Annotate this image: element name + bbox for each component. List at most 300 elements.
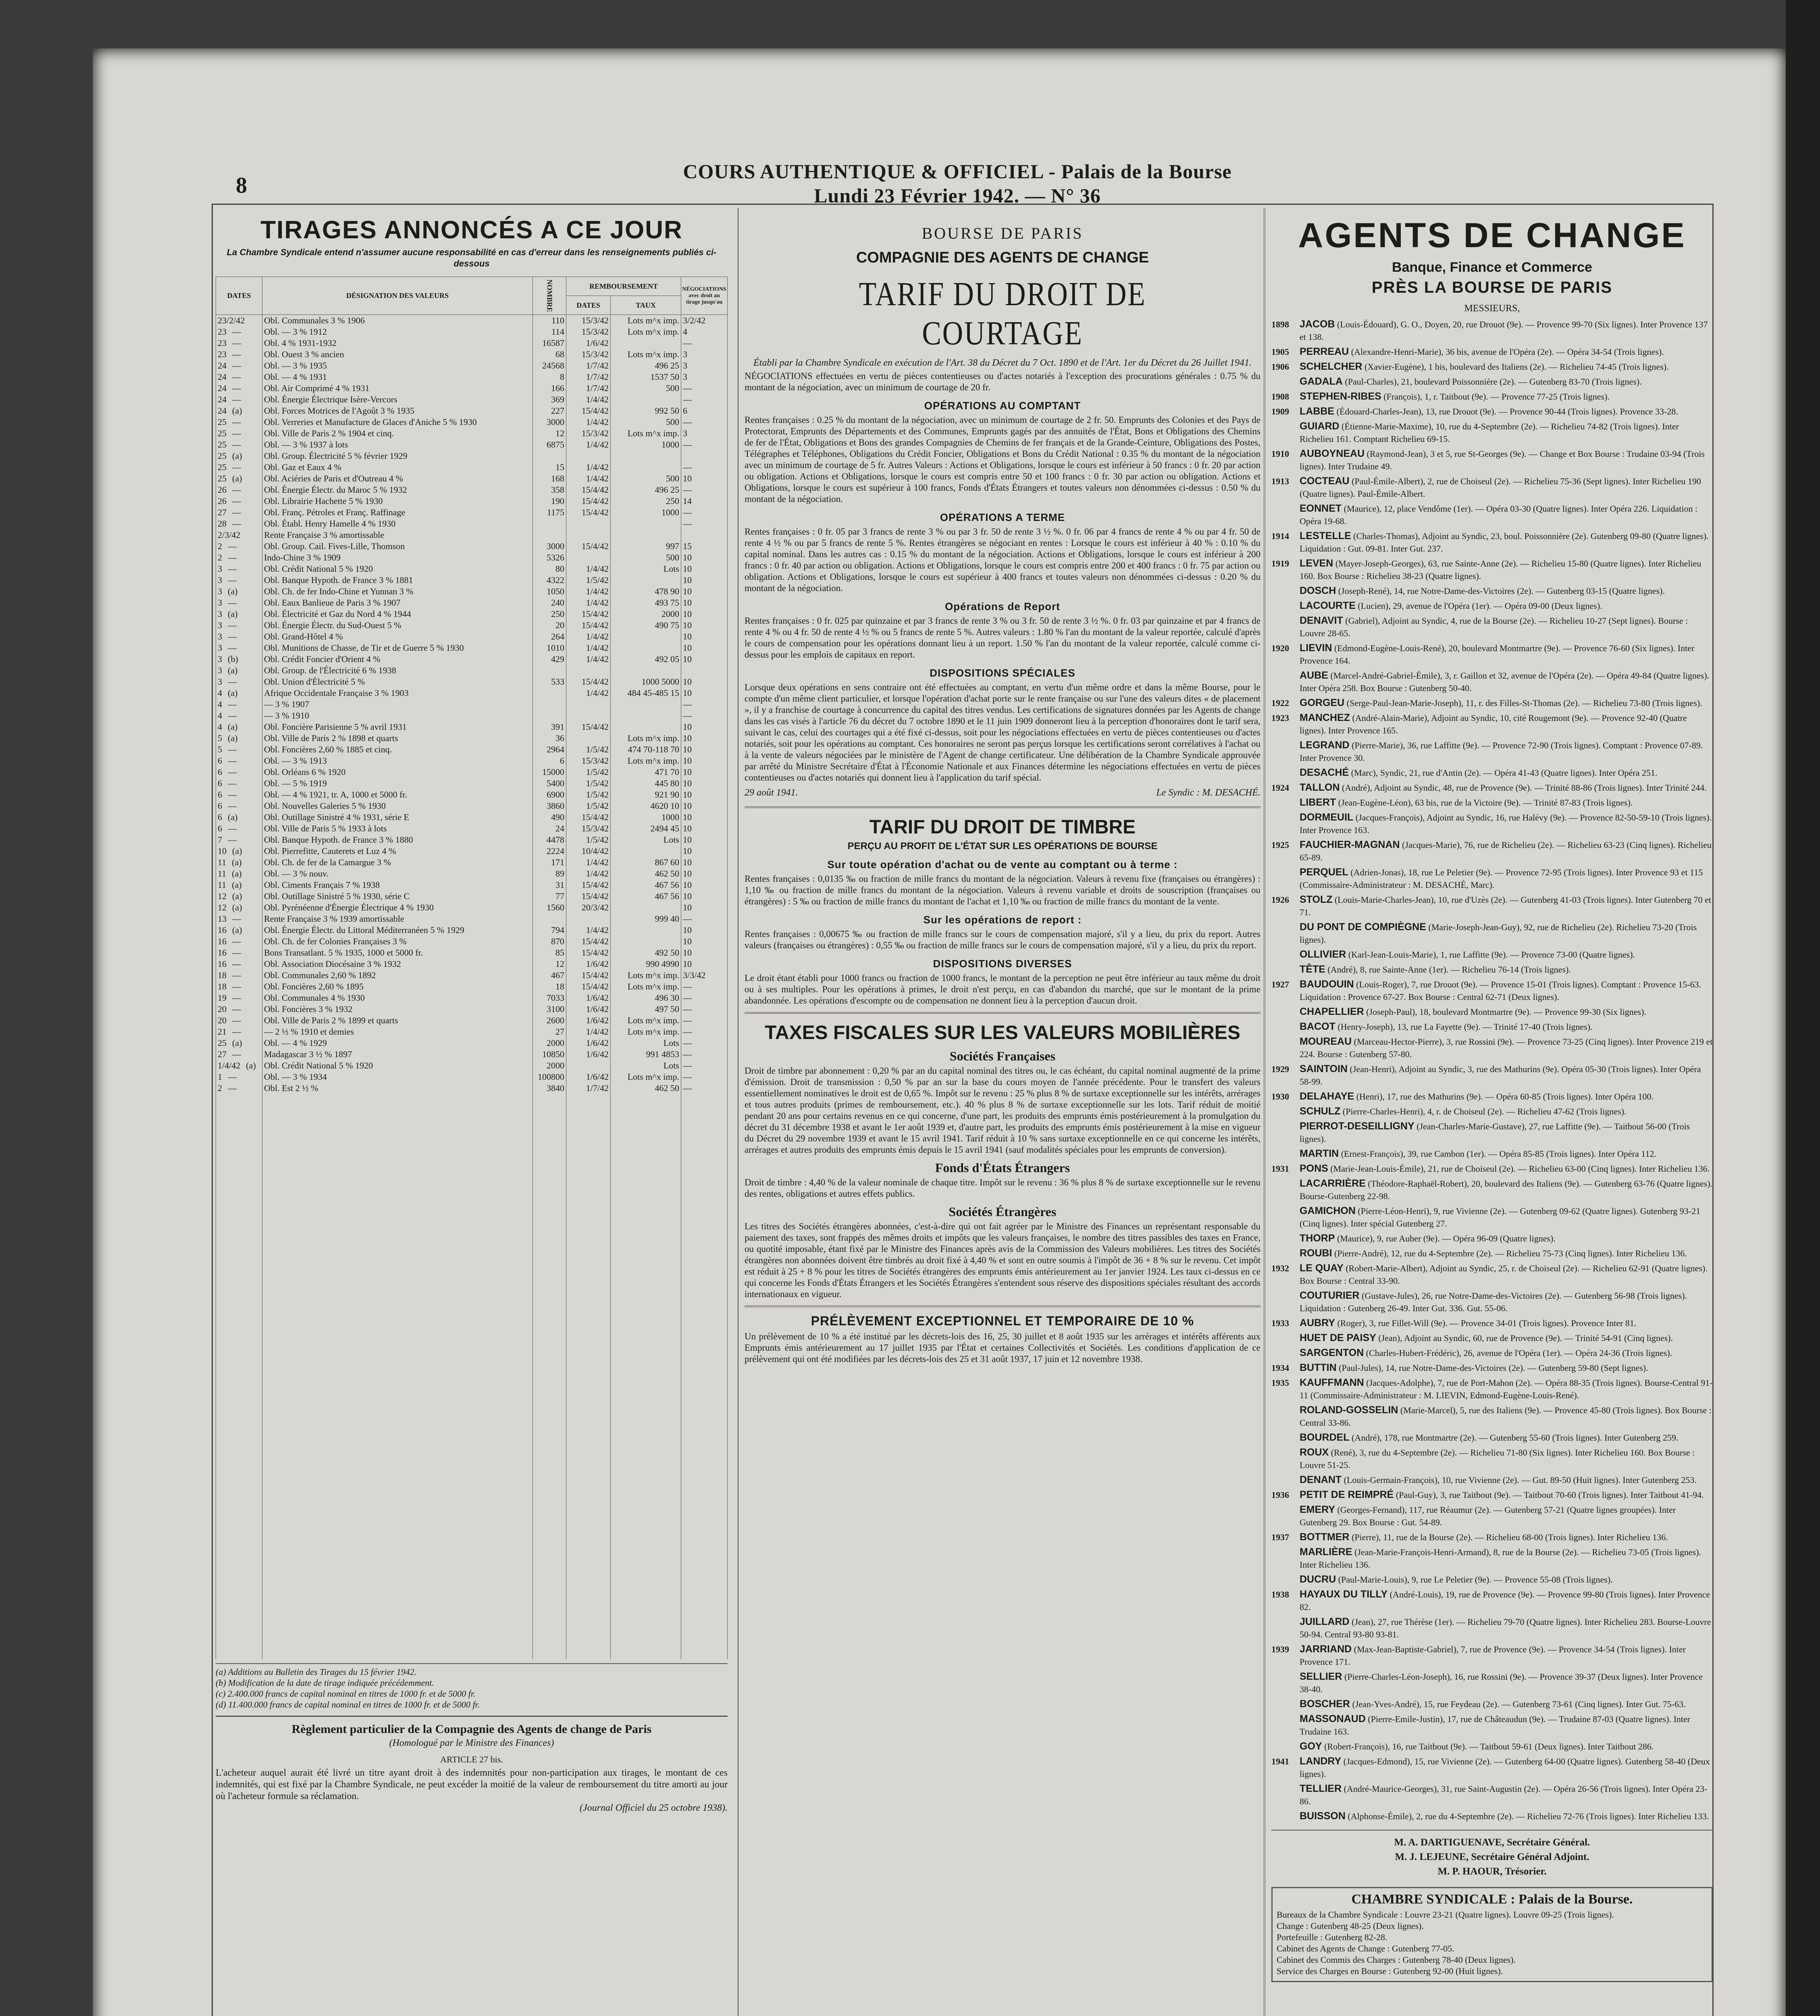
agent-entry <box>1300 1546 1713 1571</box>
table-row <box>216 1060 728 1071</box>
chambre-line: Bureaux de la Chambre Syndicale : Louvre 23-21 (Quatre lignes). Louvre 09-25 (Trois lignes). <box>1277 1910 1614 1920</box>
list-item <box>1271 585 1713 597</box>
row-designation: Obl. Group. de l'Électricité 6 % 1938 <box>262 665 533 676</box>
row-date <box>216 665 262 676</box>
list-item <box>1271 1377 1713 1402</box>
row-date <box>216 766 262 778</box>
row-taux: 496 30 <box>611 992 681 1004</box>
row-nombre: 171 <box>533 857 566 868</box>
row-taux: 496 25 <box>611 484 681 496</box>
agent-name: SCHELCHER <box>1300 361 1362 372</box>
row-taux <box>611 925 681 936</box>
row-date-value: 25 <box>218 428 227 438</box>
agent-details: (Lucien), 29, avenue de l'Opéra (1er). — Opéra 09-00 (Deux lignes). <box>1358 601 1602 611</box>
table-row <box>216 575 728 586</box>
row-nombre: 18 <box>533 981 566 992</box>
row-remb-date: 1/4/42 <box>566 925 611 936</box>
row-date <box>216 654 262 665</box>
row-nombre: 36 <box>533 733 566 744</box>
row-date <box>216 450 262 462</box>
list-item <box>1271 948 1713 961</box>
table-row <box>216 721 728 733</box>
chambre-line: Cabinet des Commis des Charges : Gutenberg 78-40 (Deux lignes). <box>1277 1955 1516 1965</box>
bourse-title: BOURSE DE PARIS <box>921 224 1084 242</box>
row-mark: — <box>228 823 237 833</box>
page-number: 8 <box>236 173 247 198</box>
agent-year <box>1271 1431 1300 1444</box>
row-date-value: 3 <box>218 677 222 687</box>
row-taux: Lots m^x imp. <box>611 1015 681 1026</box>
table-row <box>216 676 728 687</box>
agent-details: (Théodore-Raphaël-Robert), 20, boulevard des Italiens (9e). — Gutenberg 63-76 (Quatre lignes). Bourse-Gutenberg 22-98. <box>1300 1179 1713 1201</box>
agent-name: DUCRU <box>1300 1574 1336 1585</box>
agent-entry <box>1300 1247 1713 1260</box>
table-row <box>216 891 728 902</box>
chambre-line: Service des Charges en Bourse : Gutenberg 92-00 (Huit lignes). <box>1277 1966 1503 1976</box>
taxes-text2: Droit de timbre : 4,40 % de la valeur nominale de chaque titre. Impôt sur le revenu : 36 % plus 8 % de surtaxe exceptionnelle sur le revenu des rentes, obligations et autres effets publics. <box>745 1177 1260 1199</box>
row-taux <box>611 337 681 349</box>
row-designation: Obl. Air Comprimé 4 % 1931 <box>262 383 533 394</box>
agent-year <box>1271 1504 1300 1529</box>
row-taux: 990 4990 <box>611 958 681 970</box>
agent-year <box>1271 1783 1300 1808</box>
row-date <box>216 597 262 608</box>
table-row <box>216 608 728 620</box>
table-row <box>216 925 728 936</box>
row-remb-date: 15/3/42 <box>566 315 611 327</box>
row-date-value: 6 <box>218 756 222 766</box>
agent-name: LIEVIN <box>1300 642 1332 654</box>
table-row <box>216 450 728 462</box>
timbre-subtitle: PERÇU AU PROFIT DE L'ÉTAT SUR LES OPÉRATIONS DE BOURSE <box>847 841 1158 852</box>
list-item <box>1271 739 1713 764</box>
agent-entry <box>1300 1810 1713 1822</box>
row-taux: 2494 45 <box>611 823 681 834</box>
list-item <box>1271 360 1713 373</box>
row-designation: Obl. Crédit Foncier d'Orient 4 % <box>262 654 533 665</box>
agent-year: 1932 <box>1271 1263 1289 1273</box>
row-taux: 2000 <box>611 608 681 620</box>
row-negociation: — <box>681 518 728 529</box>
row-taux: 1000 5000 <box>611 676 681 687</box>
row-taux: 1000 <box>611 507 681 518</box>
agent-details: (Gustave-Jules), 26, rue Notre-Dame-des-Victoires (2e). — Gutenberg 56-98 (Trois lignes). Liquidation : Gutenberg 26-49. Inter Gut. 336. Gut. 55-06. <box>1300 1291 1687 1313</box>
row-taux: 467 56 <box>611 891 681 902</box>
row-taux: 496 25 <box>611 360 681 371</box>
agent-entry <box>1300 1698 1713 1710</box>
row-mark: — <box>228 620 237 630</box>
row-taux: Lots <box>611 1037 681 1049</box>
list-item <box>1271 346 1713 358</box>
agent-year: 1937 <box>1271 1532 1289 1542</box>
row-nombre: 15 <box>533 462 566 473</box>
list-item <box>1271 1755 1713 1780</box>
row-mark: — <box>228 778 237 788</box>
agent-details: (Charles-Thomas), Adjoint au Syndic, 23, boul. Poissonnière (2e). Gutenberg 09-80 (Quatre lignes). Liquidation : Gut. 09-81. Inter Gut. 237. <box>1300 531 1709 554</box>
list-item <box>1271 712 1713 737</box>
note-line: (d) 11.400.000 francs de capital nominal en titres de 1000 fr. et de 5000 fr. <box>216 1699 480 1710</box>
row-remb-date: 15/4/42 <box>566 970 611 981</box>
courtage-signature: Le Syndic : M. DESACHÉ. <box>1156 787 1260 798</box>
tirages-notes <box>216 1663 728 1710</box>
table-row <box>216 834 728 846</box>
blank-cell <box>681 1094 728 1659</box>
row-remb-date: 1/5/42 <box>566 744 611 755</box>
agents-title: AGENTS DE CHANGE <box>1298 216 1686 255</box>
agent-details: (Jean-Henri), Adjoint au Syndic, 3, rue des Mathurins (9e). Opéra 05-30 (Trois lignes). Inter Opéra 58-99. <box>1300 1064 1701 1087</box>
row-designation: Obl. Verreries et Manufacture de Glaces d'Aniche 5 % 1930 <box>262 417 533 428</box>
table-row <box>216 766 728 778</box>
agent-year <box>1271 1446 1300 1471</box>
row-designation: Indo-Chine 3 % 1909 <box>262 552 533 563</box>
row-nombre: 5400 <box>533 778 566 789</box>
row-date-value: 26 <box>218 496 227 506</box>
list-item <box>1271 1783 1713 1808</box>
agent-year <box>1271 1740 1300 1753</box>
prelevement-text: Un prélèvement de 10 % a été institué par les décrets-lois des 16, 25, 30 juillet et 8 août 1935 sur les arrérages et intérêts afférents aux Emprunts émis antérieurement au 17 juillet 1935 par l'État et certaines Collectivités et Sociétés. Les conditions d'application de ce prélèvement qui ont été modifiées par les décrets-lois des 25 et 31 août 1937, 17 juin et 12 novembre 1938. <box>745 1331 1260 1364</box>
row-nombre: 429 <box>533 654 566 665</box>
agent-name: TALLON <box>1300 782 1340 793</box>
row-date-value: 25 <box>218 1038 227 1048</box>
row-date <box>216 1004 262 1015</box>
row-designation: Obl. Crédit National 5 % 1920 <box>262 1060 533 1071</box>
row-date-value: 25 <box>218 439 227 450</box>
row-taux: 471 70 <box>611 766 681 778</box>
agent-details: (Paul-Émile-Albert), 2, rue de Choiseul (2e). — Richelieu 75-36 (Sept lignes). Inter Richelieu 190 (Quatre lignes). Paul-Émile-Albert. <box>1300 476 1701 499</box>
row-taux: Lots m^x imp. <box>611 428 681 439</box>
row-mark: — <box>228 744 237 754</box>
row-date-value: 25 <box>218 451 227 461</box>
row-negociation: 10 <box>681 766 728 778</box>
agent-details: (Paul-Marie-Louis), 9, rue Le Peletier (9e). — Provence 55-08 (Trois lignes). <box>1338 1574 1613 1585</box>
row-date <box>216 405 262 417</box>
row-designation: Obl. Orléans 6 % 1920 <box>262 766 533 778</box>
row-date <box>216 687 262 699</box>
row-designation: Obl. Communales 3 % 1906 <box>262 315 533 327</box>
page-header <box>645 159 1270 208</box>
table-row <box>216 857 728 868</box>
row-date-value: 4 <box>218 699 222 709</box>
row-date-value: 18 <box>218 970 227 980</box>
row-taux: Lots m^x imp. <box>611 349 681 360</box>
note-line: (a) Additions au Bulletin des Tirages du 15 février 1942. <box>216 1667 417 1677</box>
agent-entry <box>1300 1616 1713 1641</box>
row-date <box>216 733 262 744</box>
row-remb-date: 15/4/42 <box>566 981 611 992</box>
agent-name: AUBE <box>1300 670 1328 681</box>
row-designation: Obl. Énergie Électr. du Littoral Méditerranéen 5 % 1929 <box>262 925 533 936</box>
agent-details: (Louis-Germain-François), 10, rue Vivienne (2e). — Gut. 89-50 (Huit lignes). Inter Gutenberg 253. <box>1344 1475 1697 1485</box>
row-date <box>216 936 262 947</box>
row-date-value: 4 <box>218 710 222 721</box>
row-mark: (a) <box>232 880 242 890</box>
agent-name: MASSONAUD <box>1300 1713 1366 1724</box>
agent-entry <box>1300 978 1713 1003</box>
agent-year <box>1271 1573 1300 1586</box>
row-date-value: 6 <box>218 778 222 788</box>
row-date <box>216 394 262 405</box>
reglement-article: ARTICLE 27 bis. <box>440 1754 503 1764</box>
row-designation: Obl. — 3 % 1935 <box>262 360 533 371</box>
row-taux: 492 05 <box>611 654 681 665</box>
row-date <box>216 337 262 349</box>
row-negociation: 10 <box>681 744 728 755</box>
agent-details: (Marceau-Hector-Pierre), 3, rue Rossini (9e). — Provence 73-25 (Cinq lignes). Inter Provence 219 et 224. Bourse : Gutenberg 57-80. <box>1300 1037 1713 1059</box>
agent-entry <box>1300 642 1713 667</box>
row-date <box>216 913 262 925</box>
list-item <box>1271 1713 1713 1738</box>
row-mark: — <box>228 756 237 766</box>
row-negociation: — <box>681 981 728 992</box>
agent-name: DORMEUIL <box>1300 812 1354 823</box>
row-date-value: 2 <box>218 1083 222 1093</box>
row-date-value: 1 <box>218 1072 222 1082</box>
taxes-text1: Droit de timbre par abonnement : 0,20 % par an du capital nominal des titres ou, le cas échéant, du capital nominal augmenté de la prime d'émission. Droit de transmission : 0,50 % par an sur la base du cours moyen de l'année précédente. Pour le transfert des valeurs essentiellement nominatives le droit est de 0,65 %. Impôt sur le revenu : 25 % plus 8 % de surtaxe exceptionnelle sur les intérêts, arrérages et tous autres produits (primes de remboursement, etc.). 40 % plus 8 % de surtaxe exceptionnelle sur les lots. Tarif réduit de moitié pendant 20 ans pour certains revenus en ce qui concerne, d'une part, les produits des emprunts émis postérieurement à la promulgation du décret du 31 décembre 1938 et avant le 1er août 1939 et, d'autre part, les produits des emprunts émis postérieurement à la mise en vigueur du Décret du 29 novembre 1939 et avant le 15 avril 1941. Tarif réduit à 10 % sans surtaxe exceptionnelle en ce qui concerne les intérêts, arrérages et autres produits des emprunts émis depuis le 15 avril 1941 (sauf modalités spéciales pour les emprunts de conversion). <box>745 1066 1260 1155</box>
agent-details: (Henri), 17, rue des Mathurins (9e). — Opéra 60-85 (Trois lignes). Inter Opéra 100. <box>1356 1091 1654 1102</box>
row-negociation: 10 <box>681 868 728 879</box>
table-blank-space <box>216 1094 728 1659</box>
row-nombre: 1010 <box>533 642 566 654</box>
agent-details: (Marie-Marcel), 5, rue des Italiens (9e). — Provence 45-80 (Trois lignes). Box Bourse : Central 33-86. <box>1300 1405 1712 1428</box>
agent-entry <box>1300 360 1713 373</box>
table-row <box>216 484 728 496</box>
row-date <box>216 1083 262 1094</box>
tirages-title: TIRAGES ANNONCÉS A CE JOUR <box>260 216 683 244</box>
agent-year <box>1271 1205 1300 1230</box>
chambre-line: Portefeuille : Gutenberg 82-28. <box>1277 1932 1387 1942</box>
agent-name: ROUX <box>1300 1447 1329 1458</box>
row-nombre: 15000 <box>533 766 566 778</box>
row-nombre: 27 <box>533 1026 566 1037</box>
chambre-line: Cabinet des Agents de Change : Gutenberg 77-05. <box>1277 1943 1454 1954</box>
row-taux: Lots m^x imp. <box>611 326 681 337</box>
agent-details: (André), 8, rue Sainte-Anne (1er). — Richelieu 76-14 (Trois lignes). <box>1327 964 1571 975</box>
row-nombre: 12 <box>533 958 566 970</box>
row-date <box>216 1026 262 1037</box>
row-remb-date: 15/4/42 <box>566 891 611 902</box>
row-date-value: 24 <box>218 406 227 416</box>
agent-name: JUILLARD <box>1300 1616 1350 1627</box>
blank-cell <box>566 1094 611 1659</box>
terme-text: Rentes françaises : 0 fr. 05 par 3 francs de rente 3 % ou par 3 fr. 50 de rente 3 ½ %. 0 fr. 06 par 4 francs de rente 4 % ou par 4 fr. 50 de rente 4 ½ % ou par 5 francs de rente 5 %. Rentes étrangères se négociant en rentes : Lorsque le cours est inférieur à 40 % : 0.10 % du capital nominal. Dans les autres cas : 0.15 % du montant de la négociation. Actions et Obligations, lorsque le cours est inférieur à 200 francs : 0 fr. 40 par action ou obligation. Actions et Obligations, lorsque le cours est compris entre 200 et 400 francs : 0 fr. 75 par action ou obligation. Actions et Obligations, lorsque le cours est supérieur à 400 francs et toutes valeurs non dénommées ci-dessus : 0.20 % du montant de la négociation. <box>745 527 1260 593</box>
agent-entry <box>1300 1232 1713 1245</box>
row-nombre: 6900 <box>533 789 566 800</box>
agent-year <box>1271 1247 1300 1260</box>
taxes-h1: Sociétés Françaises <box>949 1049 1056 1063</box>
row-remb-date: 1/4/42 <box>566 586 611 597</box>
row-date-value: 12 <box>218 891 227 901</box>
row-taux: 500 <box>611 552 681 563</box>
row-date <box>216 529 262 541</box>
agent-details: (Joseph-Paul), 18, boulevard Montmartre (9e). — Provence 99-30 (Six lignes). <box>1366 1007 1646 1017</box>
row-mark: — <box>228 710 237 721</box>
agent-name: KAUFFMANN <box>1300 1377 1364 1388</box>
taxes-title: TAXES FISCALES SUR LES VALEURS MOBILIÈRES <box>765 1022 1240 1043</box>
row-negociation: — <box>681 383 728 394</box>
row-designation: Obl. Foncière Parisienne 5 % avril 1931 <box>262 721 533 733</box>
agent-year <box>1271 866 1300 891</box>
row-date-value: 24 <box>218 372 227 382</box>
row-designation: Obl. Librairie Hachette 5 % 1930 <box>262 496 533 507</box>
blank-cell <box>611 1094 681 1659</box>
row-nombre: 5326 <box>533 552 566 563</box>
row-remb-date: 1/5/42 <box>566 800 611 812</box>
agent-details: (Henry-Joseph), 13, rue La Fayette (9e). — Trinité 17-40 (Trois lignes). <box>1337 1022 1593 1032</box>
agent-details: (Jean-Charles-Marie-Gustave), 27, rue Laffitte (9e). — Taitbout 56-00 (Trois lignes). <box>1300 1121 1690 1144</box>
row-designation: Obl. — 4 % 1929 <box>262 1037 533 1049</box>
table-row <box>216 868 728 879</box>
agent-entry <box>1300 712 1713 737</box>
row-remb-date: 15/4/42 <box>566 721 611 733</box>
table-row <box>216 879 728 891</box>
row-remb-date: 1/6/42 <box>566 1015 611 1026</box>
list-item <box>1271 1289 1713 1314</box>
row-designation: Obl. Banque Hypoth. de France 3 % 1881 <box>262 575 533 586</box>
row-date-value: 24 <box>218 360 227 371</box>
row-nombre: 467 <box>533 970 566 981</box>
agent-year <box>1271 739 1300 764</box>
row-negociation: 10 <box>681 473 728 484</box>
row-taux: 492 50 <box>611 947 681 958</box>
row-taux: Lots m^x imp. <box>611 315 681 327</box>
agent-year <box>1271 1006 1300 1018</box>
row-designation: Obl. — 3 % 1937 à lots <box>262 439 533 450</box>
note-line: (c) 2.400.000 francs de capital nominal en titres de 1000 fr. et de 5000 fr. <box>216 1689 476 1699</box>
table-row <box>216 417 728 428</box>
agent-entry <box>1300 1755 1713 1780</box>
row-nombre: 77 <box>533 891 566 902</box>
agent-details: (Pierre-Léon-Henri), 9, rue Vivienne (2e). — Gutenberg 09-62 (Quatre lignes). Gutenberg 93-21 (Cinq lignes). Inter spécial Gutenberg 27. <box>1300 1206 1701 1229</box>
row-negociation: 10 <box>681 778 728 789</box>
row-nombre: 24 <box>533 823 566 834</box>
row-remb-date: 15/4/42 <box>566 676 611 687</box>
row-nombre: 391 <box>533 721 566 733</box>
agent-name: ROUBI <box>1300 1248 1332 1259</box>
row-taux <box>611 394 681 405</box>
row-nombre <box>533 450 566 462</box>
row-taux <box>611 529 681 541</box>
row-date <box>216 879 262 891</box>
row-negociation: — <box>681 417 728 428</box>
row-date <box>216 925 262 936</box>
row-date <box>216 823 262 834</box>
taxes-h2: Fonds d'États Étrangers <box>935 1160 1070 1175</box>
row-designation: — 2 ½ % 1910 et demies <box>262 1026 533 1037</box>
table-row <box>216 507 728 518</box>
agent-name: GOY <box>1300 1741 1322 1752</box>
agent-entry <box>1300 1489 1713 1501</box>
row-designation: Obl. Énergie Électr. du Sud-Ouest 5 % <box>262 620 533 631</box>
agent-name: GUIARD <box>1300 421 1340 432</box>
agent-year <box>1271 811 1300 836</box>
row-taux <box>611 518 681 529</box>
agent-entry <box>1300 600 1713 612</box>
row-negociation: 14 <box>681 496 728 507</box>
row-nombre: 190 <box>533 496 566 507</box>
row-date <box>216 789 262 800</box>
agent-name: SCHULZ <box>1300 1106 1341 1117</box>
row-remb-date: 1/6/42 <box>566 992 611 1004</box>
agent-details: (Xavier-Eugène), 1 bis, boulevard des Italiens (2e). — Richelieu 74-45 (Trois lignes). <box>1364 362 1669 372</box>
agent-details: (Paul-Guy), 3, rue Taitbout (9e). — Taitbout 70-60 (Trois lignes). Inter Taitbout 41-94. <box>1396 1490 1704 1500</box>
table-row <box>216 1049 728 1060</box>
row-remb-date: 15/4/42 <box>566 496 611 507</box>
row-taux: 921 90 <box>611 789 681 800</box>
row-nombre: 240 <box>533 597 566 608</box>
row-taux: 1537 50 <box>611 371 681 383</box>
table-row <box>216 947 728 958</box>
agent-name: DESACHÉ <box>1300 767 1349 778</box>
row-mark: (a) <box>228 665 238 675</box>
row-mark: — <box>232 970 241 980</box>
row-date-value: 6 <box>218 823 222 833</box>
agent-details: (Jean), 27, rue Thérèse (1er). — Richelieu 79-70 (Quatre lignes). Inter Richelieu 283. Bourse-Louvre 50-94. Central 93-80 93-81. <box>1300 1617 1711 1639</box>
comptant-text: Rentes françaises : 0.25 % du montant de la négociation, avec un minimum de courtage de 2 fr. 50. Emprunts des Colonies et des Pays de Protectorat, Emprunts des Départements et des Communes, Emprunts gagés par des annuités de l'État, Bons et Obligations des Chemins de fer de l'État, Obligations et Bons des grandes Compagnies de Chemins de fer français et de la Grande-Ceinture, Obligations des Postes, Télégraphes et Téléphones, Obligations du Crédit Foncier, Obligations et Bons du Crédit National : 0.35 % du montant de la négociation avec un minimum de courtage de 5 fr. Autres Valeurs : Actions et Obligations, lorsque le cours est inférieur à 50 francs : 0 fr. 20 par action ou obligation. Actions et Obligations, lorsque le cours est compris entre 50 et 100 francs : 0 fr. 30 par action ou obligation. Actions et Obligations, lorsque le cours est supérieur à 100 francs, Fonds d'États Étrangers et toutes valeurs non dénommées ci-dessus : 0.50 % du montant de la négociation. <box>745 415 1260 504</box>
row-mark: — <box>232 1049 241 1059</box>
list-item <box>1271 839 1713 864</box>
list-item <box>1271 502 1713 527</box>
agent-details: (Robert-François), 16, rue Taitbout (9e). — Taitbout 59-61 (Deux lignes). Inter Taitbout 286. <box>1324 1741 1654 1752</box>
agent-year: 1913 <box>1271 476 1289 486</box>
terme-title: OPÉRATIONS A TERME <box>940 511 1065 523</box>
row-taux: 484 45-485 15 <box>611 687 681 699</box>
list-item <box>1271 1006 1713 1018</box>
agent-details: (Ernest-François), 39, rue Cambon (1er). — Opéra 85-85 (Trois lignes). Inter Opéra 112. <box>1341 1149 1656 1159</box>
list-item <box>1271 1120 1713 1145</box>
agent-year: 1939 <box>1271 1644 1289 1654</box>
list-item <box>1271 318 1713 343</box>
row-remb-date: 1/5/42 <box>566 778 611 789</box>
row-negociation: 10 <box>681 947 728 958</box>
agent-year: 1938 <box>1271 1589 1289 1599</box>
agent-name: LE QUAY <box>1300 1262 1344 1274</box>
row-remb-date: 15/4/42 <box>566 879 611 891</box>
tirages-column <box>216 208 728 2016</box>
list-item <box>1271 1474 1713 1486</box>
agent-name: BACOT <box>1300 1021 1335 1032</box>
agent-details: (Jacques-Marie), 76, rue de Richelieu (2e). — Richelieu 63-23 (Cinq lignes). Richelieu 65-89. <box>1300 840 1712 862</box>
timbre-text2: Rentes françaises : 0,00675 ‰ ou fraction de mille francs sur le cours de compensation majoré, s'il y a lieu, du prix du report. Autres valeurs (françaises ou étrangères) : 0,55 ‰ ou fraction de mille francs sur le cours de compensation majoré, s'il y a lieu, du prix du report. <box>745 929 1260 950</box>
row-date <box>216 1049 262 1060</box>
agent-year <box>1271 1232 1300 1245</box>
agent-name: MARLIÈRE <box>1300 1546 1352 1558</box>
company-title: COMPAGNIE DES AGENTS DE CHANGE <box>856 249 1149 266</box>
row-taux: 992 50 <box>611 405 681 417</box>
row-negociation: — <box>681 462 728 473</box>
row-negociation: — <box>681 484 728 496</box>
row-date-value: 3 <box>218 609 222 619</box>
agents-list <box>1271 318 1713 1822</box>
row-negociation <box>681 665 728 676</box>
row-mark: — <box>232 383 241 393</box>
list-item <box>1271 1162 1713 1175</box>
row-mark: — <box>228 564 237 574</box>
col-nombre: NOMBRE <box>533 277 566 315</box>
row-nombre: 8 <box>533 371 566 383</box>
list-item <box>1271 1090 1713 1103</box>
agent-details: (Jean-Yves-André), 15, rue Feydeau (2e). — Gutenberg 73-61 (Cinq lignes). Inter Gut. 75-63. <box>1352 1699 1686 1709</box>
list-item <box>1271 1105 1713 1118</box>
row-designation: Obl. Gaz et Eaux 4 % <box>262 462 533 473</box>
row-negociation: 10 <box>681 733 728 744</box>
agent-year: 1941 <box>1271 1756 1289 1766</box>
row-nombre: 264 <box>533 631 566 642</box>
dispositions-text: Lorsque deux opérations en sens contraire ont été effectuées au comptant, en vertu d'un même ordre et dans la même Bourse, pour le compte d'un même client particulier, et lorsque l'opération d'achat porte sur le rente française ou sur l'une des valeurs dites « de placement », il y a franchise de courtage à concurrence du capital des titres vendus. Les certifications de signatures données par les Agents de change dans les cas visés à l'article 76 du décret du 7 octobre 1890 et le 11 juin 1909 donneront lieu à la perception d'honoraires dont le tarif sera, suivant le cas, celui des courtages qui a été fixé ci-dessus, soit pour les négociations effectuées en vertu de pièces contentieuses ou d'actes notariés, soit pour les opérations au comptant. Ces honoraires ne seront pas perçus lorsque les certifications seront corrélatives à l'achat ou à la vente de valeurs négociées par le ministère de l'Agent de change certificateur. Une délibération de la Chambre Syndicale approuvée par arrêté du Ministre Secrétaire d'État à l'Économie Nationale et aux Finances détermine les négociations effectuées en vertu de pièces contentieuses ou d'actes notariés qui donnent lieu à l'application du tarif spécial. <box>745 682 1260 783</box>
agent-year: 1931 <box>1271 1164 1289 1174</box>
blank-cell <box>216 1094 262 1659</box>
agent-name: DU PONT DE COMPIÈGNE <box>1300 921 1426 933</box>
row-nombre: 1560 <box>533 902 566 913</box>
